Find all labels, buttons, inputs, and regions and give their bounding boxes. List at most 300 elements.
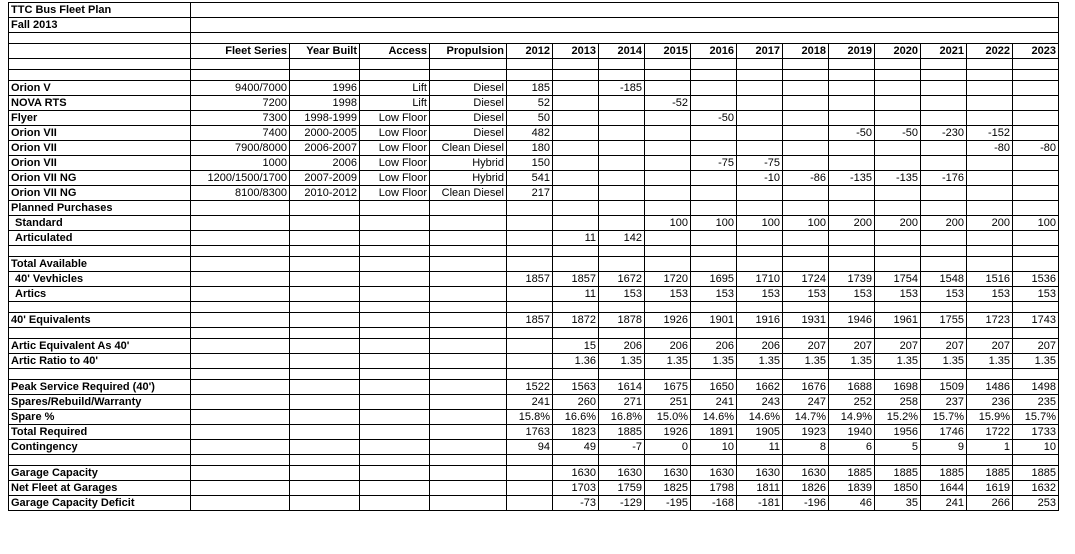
table-cell	[360, 201, 430, 216]
table-cell	[430, 380, 507, 395]
table-cell: 35	[875, 496, 921, 511]
table-cell	[645, 171, 691, 186]
column-header: 2017	[737, 44, 783, 59]
table-cell: 1200/1500/1700	[191, 171, 290, 186]
table-cell: 2010-2012	[290, 186, 360, 201]
table-cell	[599, 201, 645, 216]
spacer-row	[9, 59, 1059, 70]
table-cell	[783, 231, 829, 246]
table-cell	[783, 201, 829, 216]
table-cell: 153	[1013, 287, 1059, 302]
column-header: Access	[360, 44, 430, 59]
table-cell	[191, 410, 290, 425]
table-cell: 9400/7000	[191, 81, 290, 96]
table-cell	[737, 81, 783, 96]
column-header: 2015	[645, 44, 691, 59]
table-row	[9, 201, 1059, 216]
table-cell: -50	[691, 111, 737, 126]
table-row	[9, 81, 1059, 96]
table-cell	[829, 96, 875, 111]
table-cell: 243	[737, 395, 783, 410]
table-cell	[360, 231, 430, 246]
table-cell	[553, 216, 599, 231]
table-cell	[553, 126, 599, 141]
table-cell: 1798	[691, 481, 737, 496]
table-cell	[430, 410, 507, 425]
table-cell: Lift	[360, 81, 430, 96]
table-cell: Diesel	[430, 111, 507, 126]
column-header: Fleet Series	[191, 44, 290, 59]
table-row	[9, 410, 1059, 425]
row-label: Planned Purchases	[9, 201, 191, 216]
table-cell	[507, 339, 553, 354]
table-cell	[737, 126, 783, 141]
table-cell	[191, 481, 290, 496]
table-cell	[691, 81, 737, 96]
table-cell: 1739	[829, 272, 875, 287]
table-cell: 2000-2005	[290, 126, 360, 141]
fleet-plan-sheet	[8, 2, 1059, 511]
table-cell: 1940	[829, 425, 875, 440]
table-cell: 1926	[645, 425, 691, 440]
table-cell: 1614	[599, 380, 645, 395]
table-cell	[737, 231, 783, 246]
table-cell	[290, 201, 360, 216]
table-cell	[290, 425, 360, 440]
table-cell	[430, 440, 507, 455]
table-cell	[599, 171, 645, 186]
table-cell: 200	[875, 216, 921, 231]
table-cell: Hybrid	[430, 156, 507, 171]
row-label: Net Fleet at Garages	[9, 481, 191, 496]
table-cell: Hybrid	[430, 171, 507, 186]
table-cell: 258	[875, 395, 921, 410]
table-row	[9, 339, 1059, 354]
table-cell	[783, 156, 829, 171]
table-cell	[290, 466, 360, 481]
table-cell	[507, 354, 553, 369]
table-cell	[921, 257, 967, 272]
table-cell: -135	[829, 171, 875, 186]
table-cell: 1755	[921, 313, 967, 328]
table-cell: -50	[829, 126, 875, 141]
table-cell	[360, 425, 430, 440]
table-cell: 1946	[829, 313, 875, 328]
table-cell	[967, 201, 1013, 216]
column-header: 2022	[967, 44, 1013, 59]
table-cell	[290, 272, 360, 287]
table-cell: Low Floor	[360, 171, 430, 186]
table-cell: 1630	[691, 466, 737, 481]
table-cell	[507, 287, 553, 302]
table-cell: 100	[1013, 216, 1059, 231]
table-row	[9, 216, 1059, 231]
table-cell	[507, 466, 553, 481]
column-header: 2023	[1013, 44, 1059, 59]
table-cell: 185	[507, 81, 553, 96]
table-cell: 153	[599, 287, 645, 302]
column-header: 2014	[599, 44, 645, 59]
table-row	[9, 141, 1059, 156]
table-cell: 15.7%	[1013, 410, 1059, 425]
table-cell: 247	[783, 395, 829, 410]
table-cell: 1675	[645, 380, 691, 395]
table-cell: 15.2%	[875, 410, 921, 425]
table-cell	[430, 481, 507, 496]
table-cell: 1763	[507, 425, 553, 440]
table-cell: Clean Diesel	[430, 186, 507, 201]
table-cell: 217	[507, 186, 553, 201]
table-cell: 1630	[645, 466, 691, 481]
table-cell: 1630	[737, 466, 783, 481]
table-cell: -75	[691, 156, 737, 171]
table-cell: -52	[645, 96, 691, 111]
table-cell	[290, 313, 360, 328]
table-cell: 2007-2009	[290, 171, 360, 186]
table-cell: 153	[967, 287, 1013, 302]
table-cell	[737, 201, 783, 216]
table-cell	[829, 141, 875, 156]
table-cell: 1872	[553, 313, 599, 328]
table-cell	[737, 96, 783, 111]
table-cell	[430, 339, 507, 354]
table-cell	[829, 111, 875, 126]
table-cell: 1630	[553, 466, 599, 481]
table-cell	[507, 201, 553, 216]
table-cell: 1695	[691, 272, 737, 287]
table-cell: 252	[829, 395, 875, 410]
table-cell: 1	[967, 440, 1013, 455]
table-cell: 2006	[290, 156, 360, 171]
table-cell	[360, 287, 430, 302]
table-row	[9, 496, 1059, 511]
table-cell	[1013, 81, 1059, 96]
table-cell: 1743	[1013, 313, 1059, 328]
table-cell	[829, 231, 875, 246]
table-cell	[967, 111, 1013, 126]
table-cell: -152	[967, 126, 1013, 141]
table-cell	[360, 313, 430, 328]
table-cell: 1536	[1013, 272, 1059, 287]
table-cell	[430, 257, 507, 272]
table-cell: 1619	[967, 481, 1013, 496]
table-cell	[507, 481, 553, 496]
table-cell	[645, 201, 691, 216]
row-label: Peak Service Required (40')	[9, 380, 191, 395]
table-cell	[191, 216, 290, 231]
table-cell: 100	[737, 216, 783, 231]
table-cell: 1746	[921, 425, 967, 440]
table-cell	[875, 257, 921, 272]
table-cell	[737, 186, 783, 201]
table-cell	[290, 287, 360, 302]
table-cell	[737, 111, 783, 126]
table-cell: 237	[921, 395, 967, 410]
table-cell: 1.36	[553, 354, 599, 369]
table-cell: 241	[507, 395, 553, 410]
table-cell	[875, 231, 921, 246]
table-cell: -135	[875, 171, 921, 186]
table-cell	[191, 313, 290, 328]
table-cell	[430, 216, 507, 231]
table-cell: 6	[829, 440, 875, 455]
row-label: Contingency	[9, 440, 191, 455]
table-cell	[191, 257, 290, 272]
spacer-row	[9, 33, 1059, 44]
table-cell: 1000	[191, 156, 290, 171]
row-label: Orion VII NG	[9, 171, 191, 186]
table-cell: -181	[737, 496, 783, 511]
table-cell: 1878	[599, 313, 645, 328]
table-cell	[191, 231, 290, 246]
table-cell: 1.35	[1013, 354, 1059, 369]
table-cell: -80	[1013, 141, 1059, 156]
table-cell: 14.7%	[783, 410, 829, 425]
table-cell: 8	[783, 440, 829, 455]
table-cell	[430, 272, 507, 287]
table-cell	[191, 287, 290, 302]
row-label: Garage Capacity	[9, 466, 191, 481]
table-cell: 207	[829, 339, 875, 354]
table-cell	[645, 156, 691, 171]
table-cell	[691, 126, 737, 141]
table-cell	[290, 339, 360, 354]
table-cell	[875, 201, 921, 216]
table-cell: 14.6%	[737, 410, 783, 425]
table-cell	[191, 496, 290, 511]
table-cell: 1926	[645, 313, 691, 328]
table-cell	[553, 257, 599, 272]
table-cell	[553, 81, 599, 96]
table-cell	[360, 496, 430, 511]
table-cell: 1563	[553, 380, 599, 395]
table-cell: 1672	[599, 272, 645, 287]
table-cell: 1823	[553, 425, 599, 440]
table-cell: -86	[783, 171, 829, 186]
table-cell: 1.35	[691, 354, 737, 369]
table-cell	[430, 231, 507, 246]
table-cell	[430, 496, 507, 511]
table-cell	[191, 339, 290, 354]
table-cell: 16.8%	[599, 410, 645, 425]
table-row	[9, 287, 1059, 302]
table-cell: 482	[507, 126, 553, 141]
table-cell	[691, 171, 737, 186]
table-cell	[829, 257, 875, 272]
table-cell	[645, 141, 691, 156]
table-cell: 5	[875, 440, 921, 455]
table-cell	[191, 425, 290, 440]
table-cell: 11	[737, 440, 783, 455]
table-cell: 1961	[875, 313, 921, 328]
table-cell: 1885	[599, 425, 645, 440]
table-row	[9, 96, 1059, 111]
column-header-row	[9, 44, 1059, 59]
table-cell: 1931	[783, 313, 829, 328]
sheet-subtitle: Fall 2013	[9, 18, 191, 33]
table-cell: 1486	[967, 380, 1013, 395]
table-cell	[967, 257, 1013, 272]
table-cell: -73	[553, 496, 599, 511]
table-cell	[191, 440, 290, 455]
table-cell	[290, 410, 360, 425]
table-cell	[430, 395, 507, 410]
row-label: Total Available	[9, 257, 191, 272]
table-cell: 153	[875, 287, 921, 302]
table-cell: 1548	[921, 272, 967, 287]
table-cell: 241	[691, 395, 737, 410]
table-cell: 94	[507, 440, 553, 455]
spacer-row	[9, 455, 1059, 466]
table-cell: 14.6%	[691, 410, 737, 425]
table-cell: 206	[737, 339, 783, 354]
table-cell	[599, 156, 645, 171]
table-cell	[921, 96, 967, 111]
row-label: 40' Equivalents	[9, 313, 191, 328]
table-cell: 1720	[645, 272, 691, 287]
table-cell: 1885	[829, 466, 875, 481]
table-cell: 235	[1013, 395, 1059, 410]
row-label: Spares/Rebuild/Warranty	[9, 395, 191, 410]
table-cell	[645, 186, 691, 201]
table-cell: 236	[967, 395, 1013, 410]
table-cell: Lift	[360, 96, 430, 111]
table-cell	[737, 141, 783, 156]
table-cell: 207	[875, 339, 921, 354]
row-label: 40' Vevhicles	[9, 272, 191, 287]
table-cell: 1630	[599, 466, 645, 481]
table-cell: 251	[645, 395, 691, 410]
table-cell	[921, 156, 967, 171]
table-cell	[360, 481, 430, 496]
table-cell: 7300	[191, 111, 290, 126]
row-label: Spare %	[9, 410, 191, 425]
table-cell	[290, 395, 360, 410]
table-cell	[599, 216, 645, 231]
table-cell: 1839	[829, 481, 875, 496]
table-cell: 100	[645, 216, 691, 231]
table-row	[9, 126, 1059, 141]
table-cell: 1.35	[645, 354, 691, 369]
table-cell: 1.35	[875, 354, 921, 369]
table-cell	[691, 257, 737, 272]
table-cell: 1676	[783, 380, 829, 395]
table-cell	[829, 201, 875, 216]
spacer-row	[9, 302, 1059, 313]
table-row	[9, 186, 1059, 201]
spacer-row	[9, 70, 1059, 81]
table-cell	[290, 354, 360, 369]
table-cell: 8100/8300	[191, 186, 290, 201]
table-cell: Clean Diesel	[430, 141, 507, 156]
row-label: Orion VII NG	[9, 186, 191, 201]
table-cell: 1885	[1013, 466, 1059, 481]
table-cell: Low Floor	[360, 186, 430, 201]
table-cell: -75	[737, 156, 783, 171]
table-cell: 200	[829, 216, 875, 231]
column-header: Year Built	[290, 44, 360, 59]
table-cell: 207	[783, 339, 829, 354]
row-label: Artics	[9, 287, 191, 302]
table-cell: -50	[875, 126, 921, 141]
table-cell	[430, 425, 507, 440]
table-cell	[1013, 186, 1059, 201]
table-row	[9, 380, 1059, 395]
table-cell	[290, 496, 360, 511]
table-cell	[829, 156, 875, 171]
table-cell	[507, 257, 553, 272]
table-cell: -80	[967, 141, 1013, 156]
table-cell: 49	[553, 440, 599, 455]
table-cell	[737, 257, 783, 272]
row-label: Total Required	[9, 425, 191, 440]
table-row	[9, 481, 1059, 496]
table-cell: 1998	[290, 96, 360, 111]
table-cell: 1754	[875, 272, 921, 287]
spacer-row	[9, 369, 1059, 380]
table-cell: 1509	[921, 380, 967, 395]
table-cell: 52	[507, 96, 553, 111]
table-cell: -176	[921, 171, 967, 186]
column-header: 2020	[875, 44, 921, 59]
table-cell: 100	[783, 216, 829, 231]
table-cell: 1885	[875, 466, 921, 481]
table-cell	[290, 481, 360, 496]
table-cell	[360, 339, 430, 354]
table-cell	[360, 257, 430, 272]
column-header: 2016	[691, 44, 737, 59]
table-cell: Diesel	[430, 81, 507, 96]
sheet-title: TTC Bus Fleet Plan	[9, 3, 191, 18]
table-cell: 1.35	[783, 354, 829, 369]
table-cell: 253	[1013, 496, 1059, 511]
table-cell: 1630	[783, 466, 829, 481]
table-cell	[921, 141, 967, 156]
table-cell: 207	[921, 339, 967, 354]
table-cell	[1013, 171, 1059, 186]
table-cell: -230	[921, 126, 967, 141]
table-cell: 14.9%	[829, 410, 875, 425]
table-cell	[645, 111, 691, 126]
table-cell	[430, 466, 507, 481]
table-row	[9, 272, 1059, 287]
table-cell	[599, 186, 645, 201]
column-header: Propulsion	[430, 44, 507, 59]
table-cell: 1.35	[737, 354, 783, 369]
table-cell: Low Floor	[360, 141, 430, 156]
row-label: NOVA RTS	[9, 96, 191, 111]
table-cell: 207	[1013, 339, 1059, 354]
table-cell	[645, 126, 691, 141]
table-cell	[599, 96, 645, 111]
table-cell: 1857	[507, 313, 553, 328]
table-cell: 7200	[191, 96, 290, 111]
table-cell: 1850	[875, 481, 921, 496]
table-cell: 50	[507, 111, 553, 126]
table-cell	[191, 201, 290, 216]
table-cell	[967, 231, 1013, 246]
table-cell	[430, 354, 507, 369]
column-header: 2012	[507, 44, 553, 59]
table-cell: 1996	[290, 81, 360, 96]
table-cell: 2006-2007	[290, 141, 360, 156]
table-row	[9, 171, 1059, 186]
table-cell: 1498	[1013, 380, 1059, 395]
row-label: Orion VII	[9, 126, 191, 141]
table-cell	[1013, 201, 1059, 216]
table-cell	[1013, 257, 1059, 272]
table-cell: 180	[507, 141, 553, 156]
